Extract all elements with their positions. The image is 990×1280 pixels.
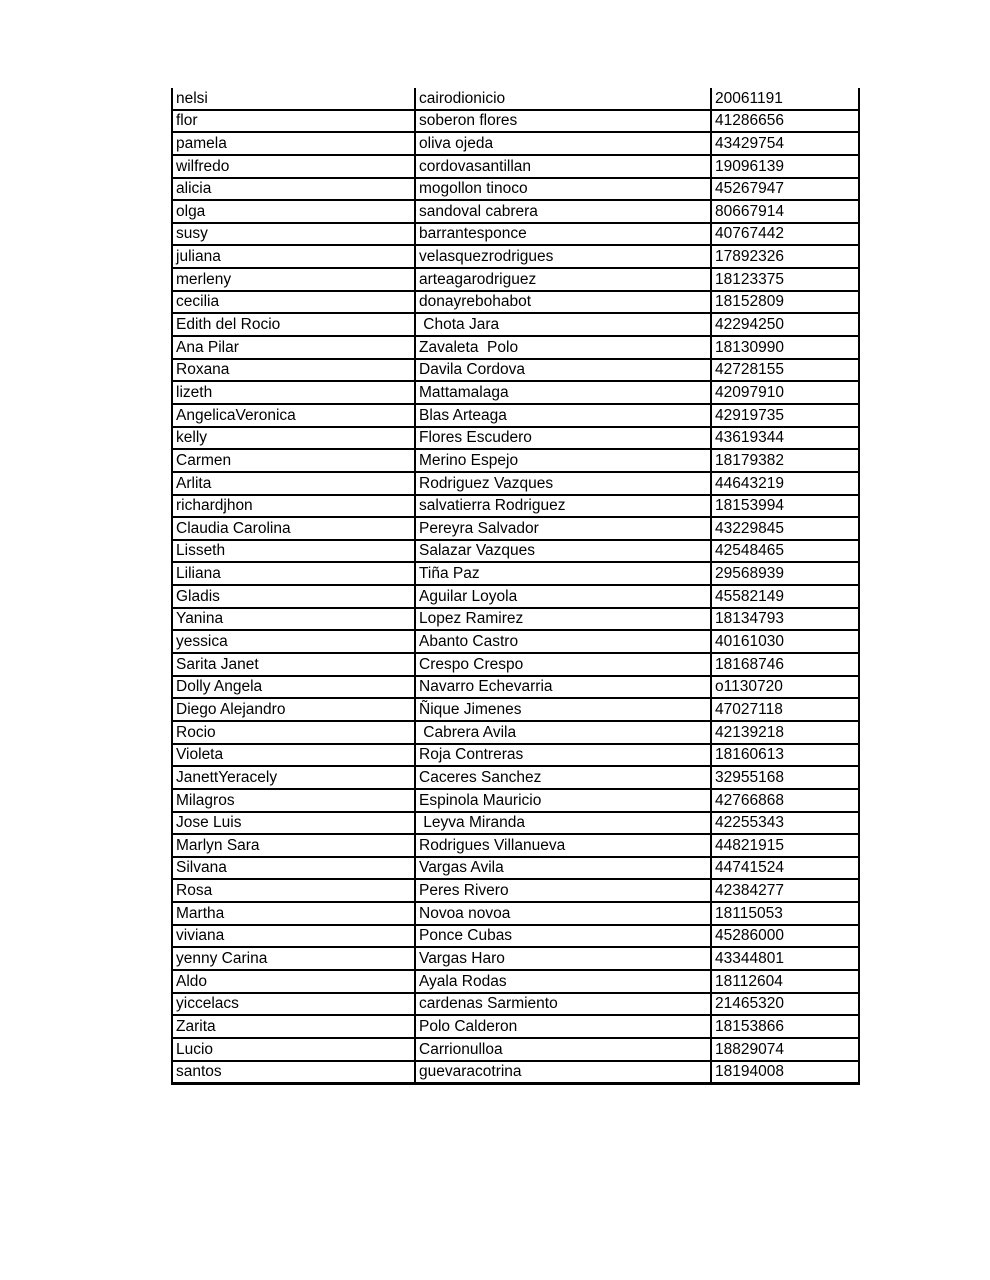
id-number-cell: 19096139 <box>711 155 859 178</box>
first-name-cell: Jose Luis <box>172 812 415 835</box>
last-name-cell: Ñique Jimenes <box>415 698 711 721</box>
last-name-cell: Zavaleta Polo <box>415 336 711 359</box>
table-row <box>172 495 859 518</box>
first-name-cell: Claudia Carolina <box>172 517 415 540</box>
last-name-cell: Vargas Haro <box>415 947 711 970</box>
first-name-cell: yessica <box>172 630 415 653</box>
id-number-cell: 43229845 <box>711 517 859 540</box>
table-row <box>172 291 859 314</box>
last-name-cell: Merino Espejo <box>415 449 711 472</box>
last-name-cell: salvatierra Rodriguez <box>415 495 711 518</box>
table-row <box>172 676 859 699</box>
table-row <box>172 857 859 880</box>
id-number-cell: 18134793 <box>711 608 859 631</box>
table-row <box>172 970 859 993</box>
last-name-cell: arteagarodriguez <box>415 268 711 291</box>
last-name-cell: mogollon tinoco <box>415 178 711 201</box>
id-number-cell: o1130720 <box>711 676 859 699</box>
last-name-cell: oliva ojeda <box>415 132 711 155</box>
last-name-cell: Espinola Mauricio <box>415 789 711 812</box>
first-name-cell: Gladis <box>172 585 415 608</box>
last-name-cell: cardenas Sarmiento <box>415 993 711 1016</box>
first-name-cell: Yanina <box>172 608 415 631</box>
last-name-cell: Mattamalaga <box>415 381 711 404</box>
id-number-cell: 45267947 <box>711 178 859 201</box>
last-name-cell: Aguilar Loyola <box>415 585 711 608</box>
table-row <box>172 110 859 133</box>
last-name-cell: Davila Cordova <box>415 359 711 382</box>
table-row <box>172 812 859 835</box>
table-row <box>172 1061 859 1084</box>
first-name-cell: Marlyn Sara <box>172 834 415 857</box>
first-name-cell: susy <box>172 223 415 246</box>
first-name-cell: Roxana <box>172 359 415 382</box>
last-name-cell: Navarro Echevarria <box>415 676 711 699</box>
table-row <box>172 155 859 178</box>
first-name-cell: santos <box>172 1061 415 1084</box>
table-row <box>172 200 859 223</box>
id-number-cell: 42139218 <box>711 721 859 744</box>
first-name-cell: kelly <box>172 427 415 450</box>
last-name-cell: Chota Jara <box>415 313 711 336</box>
id-number-cell: 42097910 <box>711 381 859 404</box>
first-name-cell: viviana <box>172 925 415 948</box>
first-name-cell: Ana Pilar <box>172 336 415 359</box>
id-number-cell: 42384277 <box>711 879 859 902</box>
id-number-cell: 18130990 <box>711 336 859 359</box>
last-name-cell: soberon flores <box>415 110 711 133</box>
first-name-cell: Carmen <box>172 449 415 472</box>
first-name-cell: Martha <box>172 902 415 925</box>
first-name-cell: lizeth <box>172 381 415 404</box>
table-row <box>172 404 859 427</box>
id-number-cell: 43619344 <box>711 427 859 450</box>
id-number-cell: 42728155 <box>711 359 859 382</box>
table-row <box>172 178 859 201</box>
table-row <box>172 721 859 744</box>
last-name-cell: Leyva Miranda <box>415 812 711 835</box>
table-row <box>172 336 859 359</box>
id-number-cell: 45582149 <box>711 585 859 608</box>
last-name-cell: velasquezrodrigues <box>415 245 711 268</box>
first-name-cell: Lucio <box>172 1038 415 1061</box>
table-row <box>172 585 859 608</box>
table-row <box>172 562 859 585</box>
last-name-cell: Peres Rivero <box>415 879 711 902</box>
first-name-cell: Violeta <box>172 744 415 767</box>
last-name-cell: Abanto Castro <box>415 630 711 653</box>
table-row <box>172 630 859 653</box>
last-name-cell: Tiña Paz <box>415 562 711 585</box>
id-number-cell: 41286656 <box>711 110 859 133</box>
last-name-cell: Caceres Sanchez <box>415 766 711 789</box>
last-name-cell: Crespo Crespo <box>415 653 711 676</box>
last-name-cell: Roja Contreras <box>415 744 711 767</box>
first-name-cell: merleny <box>172 268 415 291</box>
id-number-cell: 18179382 <box>711 449 859 472</box>
id-number-cell: 80667914 <box>711 200 859 223</box>
id-number-cell: 20061191 <box>711 88 859 110</box>
last-name-cell: Pereyra Salvador <box>415 517 711 540</box>
first-name-cell: Aldo <box>172 970 415 993</box>
first-name-cell: Dolly Angela <box>172 676 415 699</box>
id-number-cell: 18829074 <box>711 1038 859 1061</box>
table-row <box>172 993 859 1016</box>
id-number-cell: 18112604 <box>711 970 859 993</box>
id-number-cell: 43344801 <box>711 947 859 970</box>
last-name-cell: Vargas Avila <box>415 857 711 880</box>
last-name-cell: Lopez Ramirez <box>415 608 711 631</box>
first-name-cell: Rocio <box>172 721 415 744</box>
first-name-cell: richardjhon <box>172 495 415 518</box>
table-row <box>172 313 859 336</box>
table-row <box>172 766 859 789</box>
names-table-body <box>172 88 859 1084</box>
id-number-cell: 42919735 <box>711 404 859 427</box>
id-number-cell: 47027118 <box>711 698 859 721</box>
id-number-cell: 29568939 <box>711 562 859 585</box>
first-name-cell: Sarita Janet <box>172 653 415 676</box>
table-row <box>172 449 859 472</box>
last-name-cell: Ayala Rodas <box>415 970 711 993</box>
first-name-cell: JanettYeracely <box>172 766 415 789</box>
table-row <box>172 540 859 563</box>
table-row <box>172 1015 859 1038</box>
last-name-cell: cairodionicio <box>415 88 711 110</box>
table-row <box>172 381 859 404</box>
names-table <box>171 88 860 1085</box>
id-number-cell: 18115053 <box>711 902 859 925</box>
id-number-cell: 18160613 <box>711 744 859 767</box>
last-name-cell: sandoval cabrera <box>415 200 711 223</box>
last-name-cell: Polo Calderon <box>415 1015 711 1038</box>
first-name-cell: olga <box>172 200 415 223</box>
table-row <box>172 925 859 948</box>
last-name-cell: Rodrigues Villanueva <box>415 834 711 857</box>
last-name-cell: Ponce Cubas <box>415 925 711 948</box>
first-name-cell: Liliana <box>172 562 415 585</box>
table-row <box>172 1038 859 1061</box>
table-row <box>172 427 859 450</box>
first-name-cell: Edith del Rocio <box>172 313 415 336</box>
id-number-cell: 42766868 <box>711 789 859 812</box>
table-row <box>172 517 859 540</box>
id-number-cell: 45286000 <box>711 925 859 948</box>
first-name-cell: Lisseth <box>172 540 415 563</box>
table-row <box>172 472 859 495</box>
id-number-cell: 17892326 <box>711 245 859 268</box>
table-row <box>172 359 859 382</box>
id-number-cell: 43429754 <box>711 132 859 155</box>
id-number-cell: 42255343 <box>711 812 859 835</box>
first-name-cell: flor <box>172 110 415 133</box>
first-name-cell: yiccelacs <box>172 993 415 1016</box>
table-row <box>172 902 859 925</box>
id-number-cell: 42548465 <box>711 540 859 563</box>
first-name-cell: AngelicaVeronica <box>172 404 415 427</box>
last-name-cell: Rodriguez Vazques <box>415 472 711 495</box>
first-name-cell: Diego Alejandro <box>172 698 415 721</box>
table-row <box>172 947 859 970</box>
id-number-cell: 21465320 <box>711 993 859 1016</box>
first-name-cell: wilfredo <box>172 155 415 178</box>
table-row <box>172 608 859 631</box>
table-row <box>172 744 859 767</box>
table-row <box>172 245 859 268</box>
first-name-cell: pamela <box>172 132 415 155</box>
last-name-cell: Novoa novoa <box>415 902 711 925</box>
first-name-cell: Silvana <box>172 857 415 880</box>
id-number-cell: 18123375 <box>711 268 859 291</box>
first-name-cell: cecilia <box>172 291 415 314</box>
last-name-cell: Flores Escudero <box>415 427 711 450</box>
id-number-cell: 42294250 <box>711 313 859 336</box>
first-name-cell: juliana <box>172 245 415 268</box>
last-name-cell: Cabrera Avila <box>415 721 711 744</box>
last-name-cell: cordovasantillan <box>415 155 711 178</box>
first-name-cell: yenny Carina <box>172 947 415 970</box>
table-row <box>172 834 859 857</box>
id-number-cell: 40767442 <box>711 223 859 246</box>
table-row <box>172 88 859 110</box>
id-number-cell: 40161030 <box>711 630 859 653</box>
last-name-cell: barrantesponce <box>415 223 711 246</box>
table-row <box>172 789 859 812</box>
id-number-cell: 18194008 <box>711 1061 859 1084</box>
last-name-cell: donayrebohabot <box>415 291 711 314</box>
last-name-cell: Blas Arteaga <box>415 404 711 427</box>
first-name-cell: Zarita <box>172 1015 415 1038</box>
id-number-cell: 18153994 <box>711 495 859 518</box>
id-number-cell: 44821915 <box>711 834 859 857</box>
first-name-cell: alicia <box>172 178 415 201</box>
id-number-cell: 32955168 <box>711 766 859 789</box>
first-name-cell: Milagros <box>172 789 415 812</box>
first-name-cell: Rosa <box>172 879 415 902</box>
table-row <box>172 698 859 721</box>
table-row <box>172 653 859 676</box>
id-number-cell: 18152809 <box>711 291 859 314</box>
last-name-cell: Salazar Vazques <box>415 540 711 563</box>
last-name-cell: Carrionulloa <box>415 1038 711 1061</box>
table-row <box>172 879 859 902</box>
table-row <box>172 223 859 246</box>
id-number-cell: 18153866 <box>711 1015 859 1038</box>
last-name-cell: guevaracotrina <box>415 1061 711 1084</box>
first-name-cell: Arlita <box>172 472 415 495</box>
id-number-cell: 44643219 <box>711 472 859 495</box>
table-row <box>172 132 859 155</box>
id-number-cell: 18168746 <box>711 653 859 676</box>
first-name-cell: nelsi <box>172 88 415 110</box>
table-row <box>172 268 859 291</box>
id-number-cell: 44741524 <box>711 857 859 880</box>
